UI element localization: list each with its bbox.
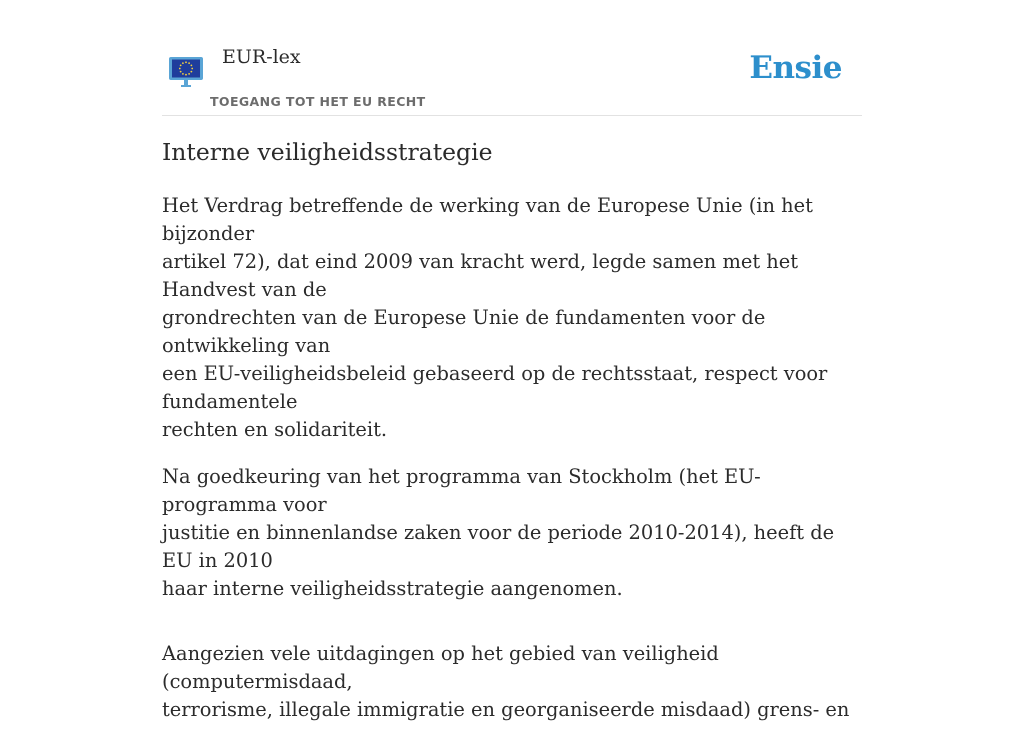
article-paragraph: Het Verdrag betreffende de werking van de Europese Unie (in het bijzonder artikel 72), dat eind 2009 van kracht werd, legde samen met het Handvest van de grondrechten van de Europese Unie de fundamenten voor de ontwikkeling van een EU-veiligheidsbeleid gebaseerd op de rechtsstaat, respect voor fundamentele rechten en solidariteit. (162, 194, 828, 441)
brand-logo[interactable]: Ensie (749, 50, 842, 86)
site-header (162, 36, 862, 116)
eu-flag-monitor-icon[interactable] (168, 56, 204, 88)
article-body (162, 192, 862, 743)
page-title: Interne veiligheidsstrategie (162, 138, 493, 166)
article-paragraph: Na goedkeuring van het programma van Stockholm (het EU-programma voor justitie en binnenlandse zaken voor de periode 2010-2014), heeft de EU in 2010 haar interne veiligheidsstrategie aangenomen. (162, 465, 835, 600)
site-tagline: TOEGANG TOT HET EU RECHT (210, 94, 426, 109)
article-paragraph: Aangezien vele uitdagingen op het gebied van veiligheid (computermisdaad, terrorisme, illegale immigratie en georganiseerde misdaad) grens- en (162, 642, 850, 721)
site-name[interactable]: EUR-lex (222, 46, 301, 68)
